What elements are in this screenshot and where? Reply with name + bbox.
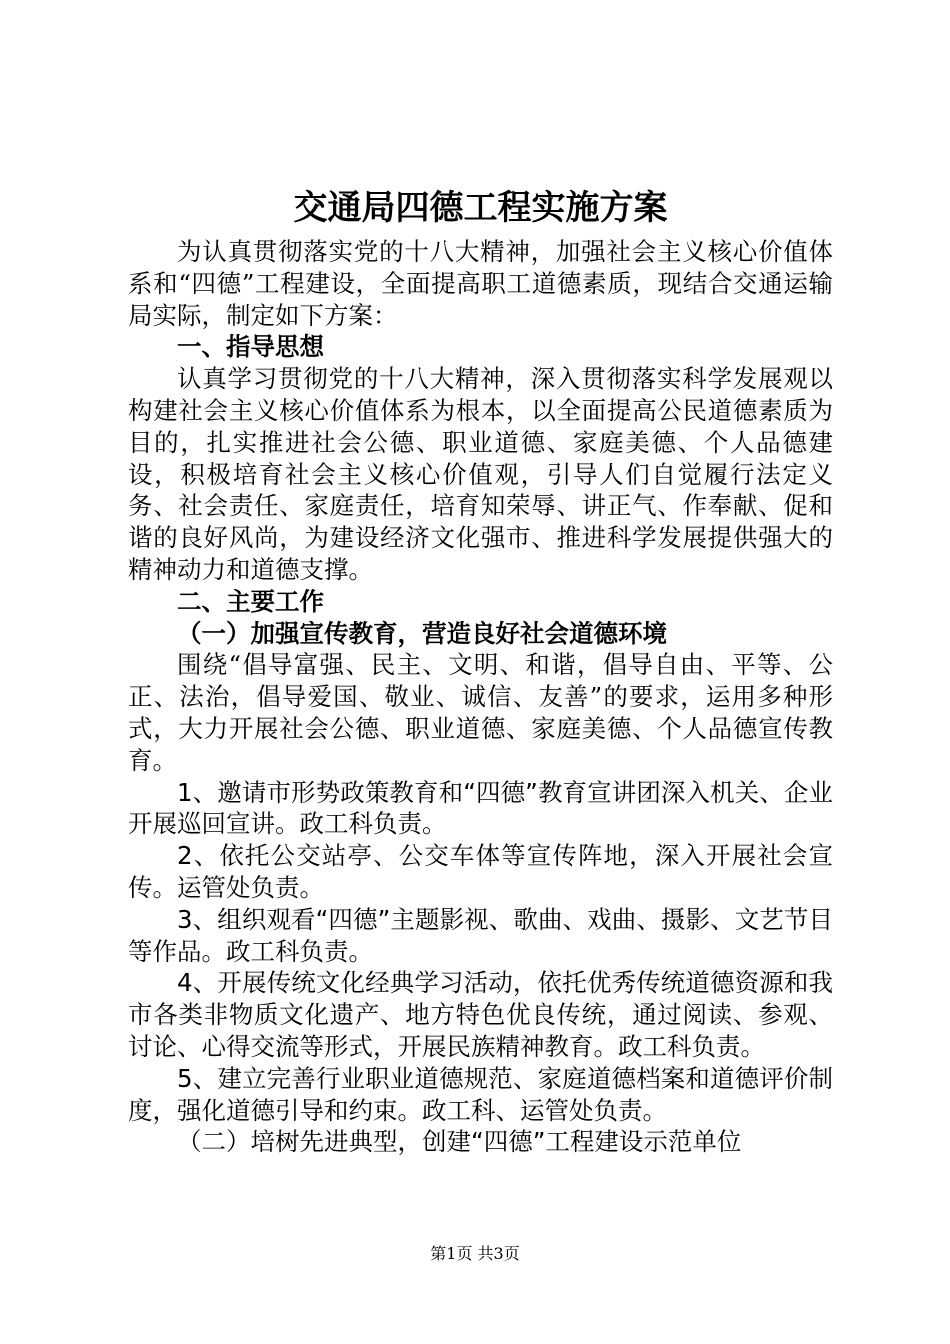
section-heading-guiding-thought: 一、指导思想 (177, 332, 324, 362)
work-item-text: 1、邀请市形势政策教育和“四德”教育宣讲团深入机关、企业开展巡回宣讲。 (128, 777, 833, 839)
work-item (128, 967, 833, 1062)
work-item-responsibility: 政工科负责。 (618, 1031, 765, 1061)
document-title: 交通局四德工程实施方案 (293, 188, 668, 228)
page-footer: 第1页 共3页 (430, 1244, 520, 1263)
work-item (128, 904, 833, 968)
work-item-text: 4、开展传统文化经典学习活动，依托优秀传统道德资源和我市各类非物质文化遗产、地方特色优良传统，通过阅读、参观、讨论、心得交流等形式，开展民族精神教育。 (128, 968, 833, 1061)
work-item-text: 5、建立完善行业职业道德规范、家庭道德档案和道德评价制度，强化道德引导和约束。 (128, 1063, 833, 1125)
guiding-thought-paragraph: 认真学习贯彻党的十八大精神，深入贯彻落实科学发展观以构建社会主义核心价值体系为根本，以全面提高公民道德素质为目的，扎实推进社会公德、职业道德、家庭美德、个人品德建设，积极培育社会主义核心价值观，引导人们自觉履行法定义务、社会责任、家庭责任，培育知荣辱、讲正气、作奉献、促和谐的良好风尚，为建设经济文化强市、推进科学发展提供强大的精神动力和道德支撑。 (128, 364, 833, 584)
subsection-heading-publicity: （一）加强宣传教育，营造良好社会道德环境 (177, 618, 667, 648)
work-item (128, 840, 833, 904)
work-item-responsibility: 运管处负责。 (177, 872, 324, 902)
document-body (128, 236, 833, 1158)
subsection-heading-models: （二）培树先进典型，创建“四德”工程建设示范单位 (177, 1127, 742, 1157)
work-item-text: 2、依托公交站亭、公交车体等宣传阵地，深入开展社会宣传。 (128, 841, 833, 902)
work-item-responsibility: 政工科负责。 (226, 936, 373, 966)
work-item (128, 777, 833, 841)
work-item-responsibility: 政工科、运管处负责。 (422, 1095, 667, 1125)
publicity-paragraph: 围绕“倡导富强、民主、文明、和谐，倡导自由、平等、公正、法治，倡导爱国、敬业、诚信、友善”的要求，运用多种形式，大力开展社会公德、职业道德、家庭美德、个人品德宣传教育。 (128, 650, 833, 775)
section-heading-main-work: 二、主要工作 (177, 586, 324, 616)
work-item-responsibility: 政工科负责。 (299, 809, 447, 839)
work-item (128, 1063, 833, 1127)
document-page (128, 0, 833, 1344)
intro-paragraph: 为认真贯彻落实党的十八大精神，加强社会主义核心价值体系和“四德”工程建设，全面提高职工道德素质，现结合交通运输局实际，制定如下方案： (128, 237, 833, 330)
work-item-text: 3、组织观看“四德”主题影视、歌曲、戏曲、摄影、文艺节目等作品。 (128, 904, 833, 966)
